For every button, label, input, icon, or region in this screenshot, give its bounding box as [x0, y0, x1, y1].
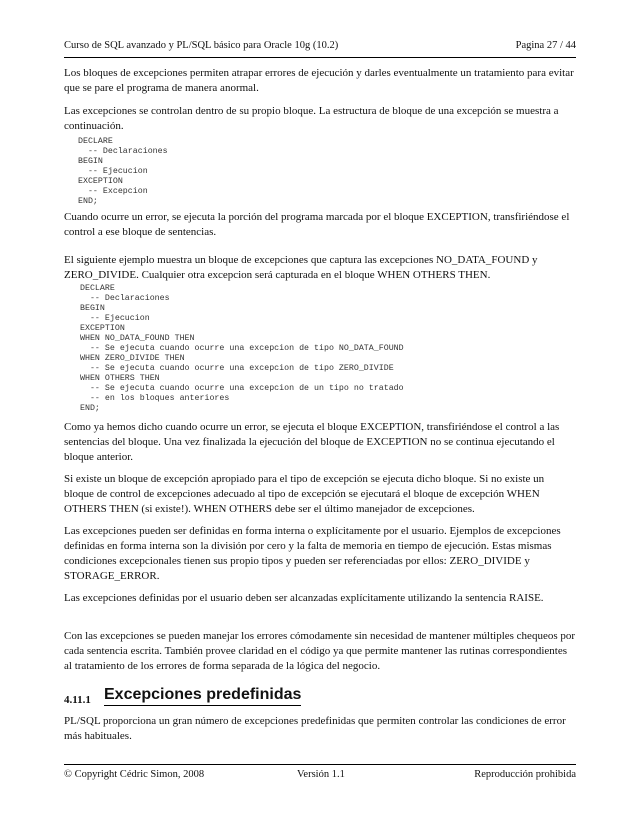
paragraph-example: El siguiente ejemplo muestra un bloque de excepciones que captura las excepciones NO_DATA_FOUND y ZERO_DIVIDE. Cualquier otra excepcion será capturada en el bloque WHEN OTHERS THEN. [64, 254, 538, 281]
section-title: Excepciones predefinidas [104, 686, 301, 706]
section-heading [64, 686, 576, 706]
document-title: Curso de SQL avanzado y PL/SQL básico para Oracle 10g (10.2) [64, 40, 339, 51]
code-block-example: DECLARE -- Declaraciones BEGIN -- Ejecucion EXCEPTION WHEN NO_DATA_FOUND THEN -- Se ejecuta cuando ocurre una excepcion de tipo NO_DATA_FOUND WHEN ZERO_DIVIDE THEN -- Se ejecuta cuando ocurre una excepcion de tipo ZERO_DIVIDE WHEN OTHERS THEN -- Se ejecuta cuando ocurre una excepcion de un tipo no tratado -- en los bloques anteriores END; [80, 284, 404, 413]
page-number: Pagina 27 / 44 [515, 40, 576, 51]
code-block-structure: DECLARE -- Declaraciones BEGIN -- Ejecucion EXCEPTION -- Excepcion END; [78, 137, 168, 206]
page-footer [64, 764, 576, 785]
section-number: 4.11.1 [64, 694, 91, 706]
paragraph-predefined: PL/SQL proporciona un gran número de excepciones predefinidas que permiten controlar las condiciones de error más habituales. [64, 715, 566, 742]
paragraph-when-others: Si existe un bloque de excepción apropiado para el tipo de excepción se ejecuta dicho bloque. Si no existe un bloque de control de excepciones adecuado al tipo de excepción se ejecutará el bloque de excepción WHEN OTHERS THEN (si existe!). WHEN OTHERS debe ser el último manejador de excepciones. [64, 473, 545, 515]
paragraph-definitions: Las excepciones pueden ser definidas en forma interna o explícitamente por el usuario. Ejemplos de excepciones definidas en forma interna son la división por cero y la falta de memoria en tiempo de ejecución. Estas mismas condiciones excepcionales tienen sus propio tipos y pueden ser referenciadas por ellos: ZERO_DIVIDE y STORAGE_ERROR. [64, 525, 561, 582]
paragraph-structure: Las excepciones se controlan dentro de su propio bloque. La estructura de bloque de una excepción se muestra a continuación. [64, 105, 559, 132]
footer-rights: Reproducción prohibida [474, 769, 576, 780]
paragraph-raise: Las excepciones definidas por el usuario deben ser alcanzadas explícitamente utilizando la sentencia RAISE. [64, 592, 544, 604]
paragraph-advantages: Con las excepciones se pueden manejar los errores cómodamente sin necesidad de mantener múltiples chequeos por cada sentencia escrita. También provee claridad en el código ya que permite mantener las rutinas correspondientes al tratamiento de los errores de forma separada de la lógica del negocio. [64, 630, 576, 672]
paragraph-intro: Los bloques de excepciones permiten atrapar errores de ejecución y darles eventualmente un tratamiento para evitar que se pare el programa de manera anormal. [64, 67, 574, 94]
footer-version: Versión 1.1 [297, 769, 345, 780]
paragraph-error-flow: Cuando ocurre un error, se ejecuta la porción del programa marcada por el bloque EXCEPTION, transfiriéndose el control a ese bloque de sentencias. [64, 211, 570, 238]
footer-copyright: © Copyright Cédric Simon, 2008 [64, 769, 205, 780]
page-header [64, 40, 576, 58]
paragraph-exception-transfer: Como ya hemos dicho cuando ocurre un error, se ejecuta el bloque EXCEPTION, transfiriéndose el control a las sentencias del bloque. Una vez finalizada la ejecución del bloque de EXCEPTION no se continua ejecutando el bloque anterior. [64, 421, 560, 463]
